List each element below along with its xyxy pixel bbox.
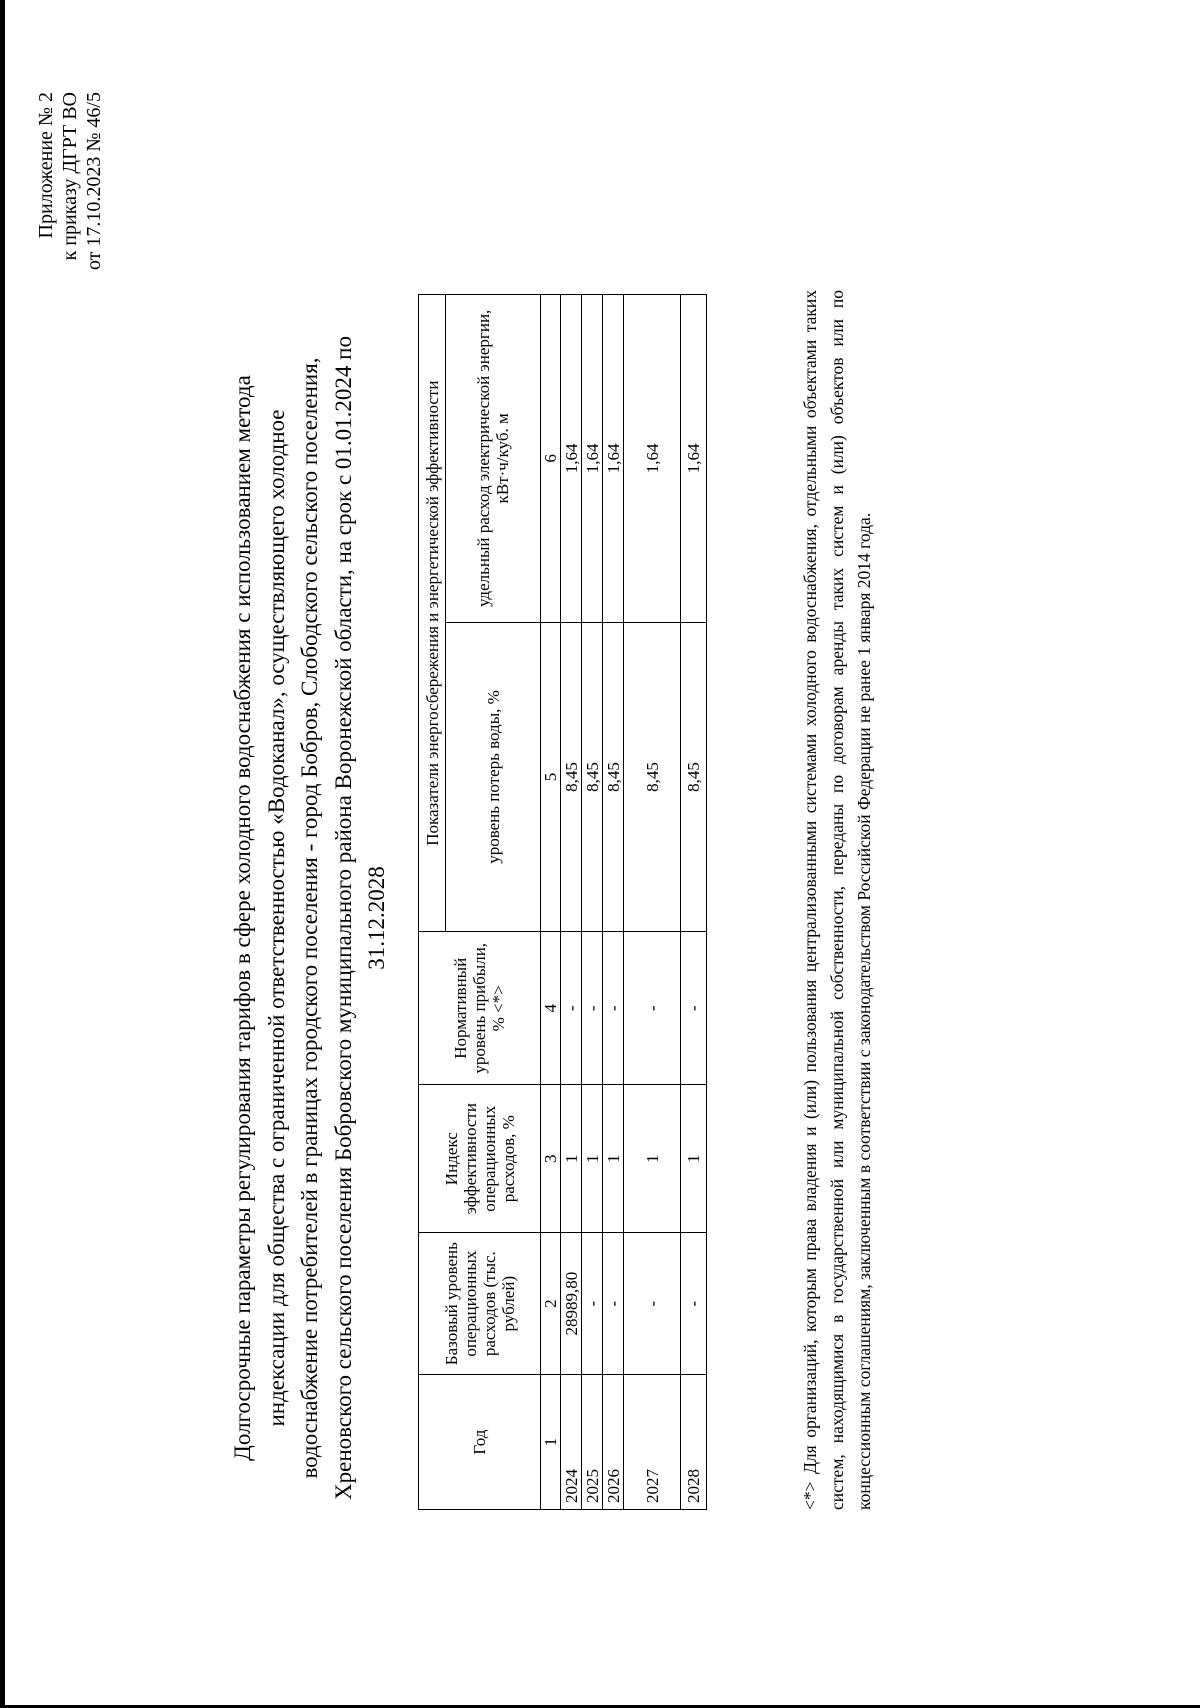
document-title	[226, 328, 394, 1508]
column-number: 1	[541, 1375, 561, 1510]
header-electricity: удельный расход электрической энергии, кВт·ч/куб. м	[446, 295, 541, 623]
header-water-loss: уровень потерь воды, %	[446, 622, 541, 932]
cell-loss: 8,45	[561, 622, 582, 932]
table-row	[624, 295, 681, 1510]
table-row	[582, 295, 603, 1510]
cell-index: 1	[582, 1085, 603, 1233]
cell-year: 2024	[561, 1375, 582, 1510]
header-efficiency-index: Индекс эффективности операционных расходов, %	[419, 1085, 541, 1233]
cell-base: -	[681, 1233, 707, 1375]
column-number: 2	[541, 1233, 561, 1375]
footnote: <*> Для организаций, которым права владения и (или) пользования централизованными системами холодного водоснабжения, отдельными объектами таких систем, находящимися в государственной или муниципальной собственности, переданы по договорам аренды таких систем и (или) объектов или по концессионным соглашениям, заключенным в соответствии с законодательством Российской Федерации не ранее 1 января 2014 года.	[800, 290, 874, 1510]
cell-elec: 1,64	[681, 295, 707, 623]
header-profit-level: Нормативный уровень прибыли, % <*>	[419, 932, 541, 1085]
cell-base: 28989,80	[561, 1233, 582, 1375]
title-line-3: водоснабжение потребителей в границах городского поселения - город Бобров, Слободского сельского поселения,	[297, 357, 322, 1479]
table-row	[603, 295, 624, 1510]
cell-year: 2027	[624, 1375, 681, 1510]
title-line-4: Хреновского сельского поселения Бобровского муниципального района Воронежской области, на срок с 01.01.2024 по	[330, 336, 356, 1500]
appendix-reference	[34, 92, 106, 270]
table-row	[561, 295, 582, 1510]
cell-year: 2028	[681, 1375, 707, 1510]
cell-loss: 8,45	[681, 622, 707, 932]
cell-profit: -	[561, 932, 582, 1085]
cell-index: 1	[603, 1085, 624, 1233]
appendix-order-date: от 17.10.2023 № 46/5	[83, 92, 105, 271]
cell-profit: -	[624, 932, 681, 1085]
column-number: 5	[541, 622, 561, 932]
appendix-number: Приложение № 2	[35, 92, 57, 239]
header-energy-group: Показатели энергосбережения и энергетической эффективности	[419, 295, 446, 932]
table-row	[681, 295, 707, 1510]
cell-base: -	[582, 1233, 603, 1375]
cell-elec: 1,64	[624, 295, 681, 623]
cell-elec: 1,64	[582, 295, 603, 623]
title-line-5: 31.12.2028	[364, 866, 389, 970]
cell-index: 1	[624, 1085, 681, 1233]
appendix-order-ref: к приказу ДГРТ ВО	[59, 92, 81, 261]
parameters-table	[418, 294, 707, 1510]
header-row-1	[419, 295, 446, 1510]
cell-elec: 1,64	[603, 295, 624, 623]
title-line-1: Долгосрочные параметры регулирования тарифов в сфере холодного водоснабжения с использованием метода	[230, 375, 255, 1461]
header-base-level: Базовый уровень операционных расходов (тыс. рублей)	[419, 1233, 541, 1375]
cell-loss: 8,45	[603, 622, 624, 932]
column-number: 3	[541, 1085, 561, 1233]
cell-year: 2026	[603, 1375, 624, 1510]
cell-elec: 1,64	[561, 295, 582, 623]
cell-index: 1	[561, 1085, 582, 1233]
column-number: 6	[541, 295, 561, 623]
title-line-2: индексации для общества с ограниченной ответственностью «Водоканал», осуществляющего холодное	[263, 409, 289, 1427]
column-number: 4	[541, 932, 561, 1085]
cell-loss: 8,45	[582, 622, 603, 932]
cell-profit: -	[603, 932, 624, 1085]
cell-index: 1	[681, 1085, 707, 1233]
column-numbering-row	[541, 295, 561, 1510]
cell-profit: -	[582, 932, 603, 1085]
cell-year: 2025	[582, 1375, 603, 1510]
cell-base: -	[603, 1233, 624, 1375]
header-year: Год	[419, 1375, 541, 1510]
cell-profit: -	[681, 932, 707, 1085]
cell-loss: 8,45	[624, 622, 681, 932]
cell-base: -	[624, 1233, 681, 1375]
